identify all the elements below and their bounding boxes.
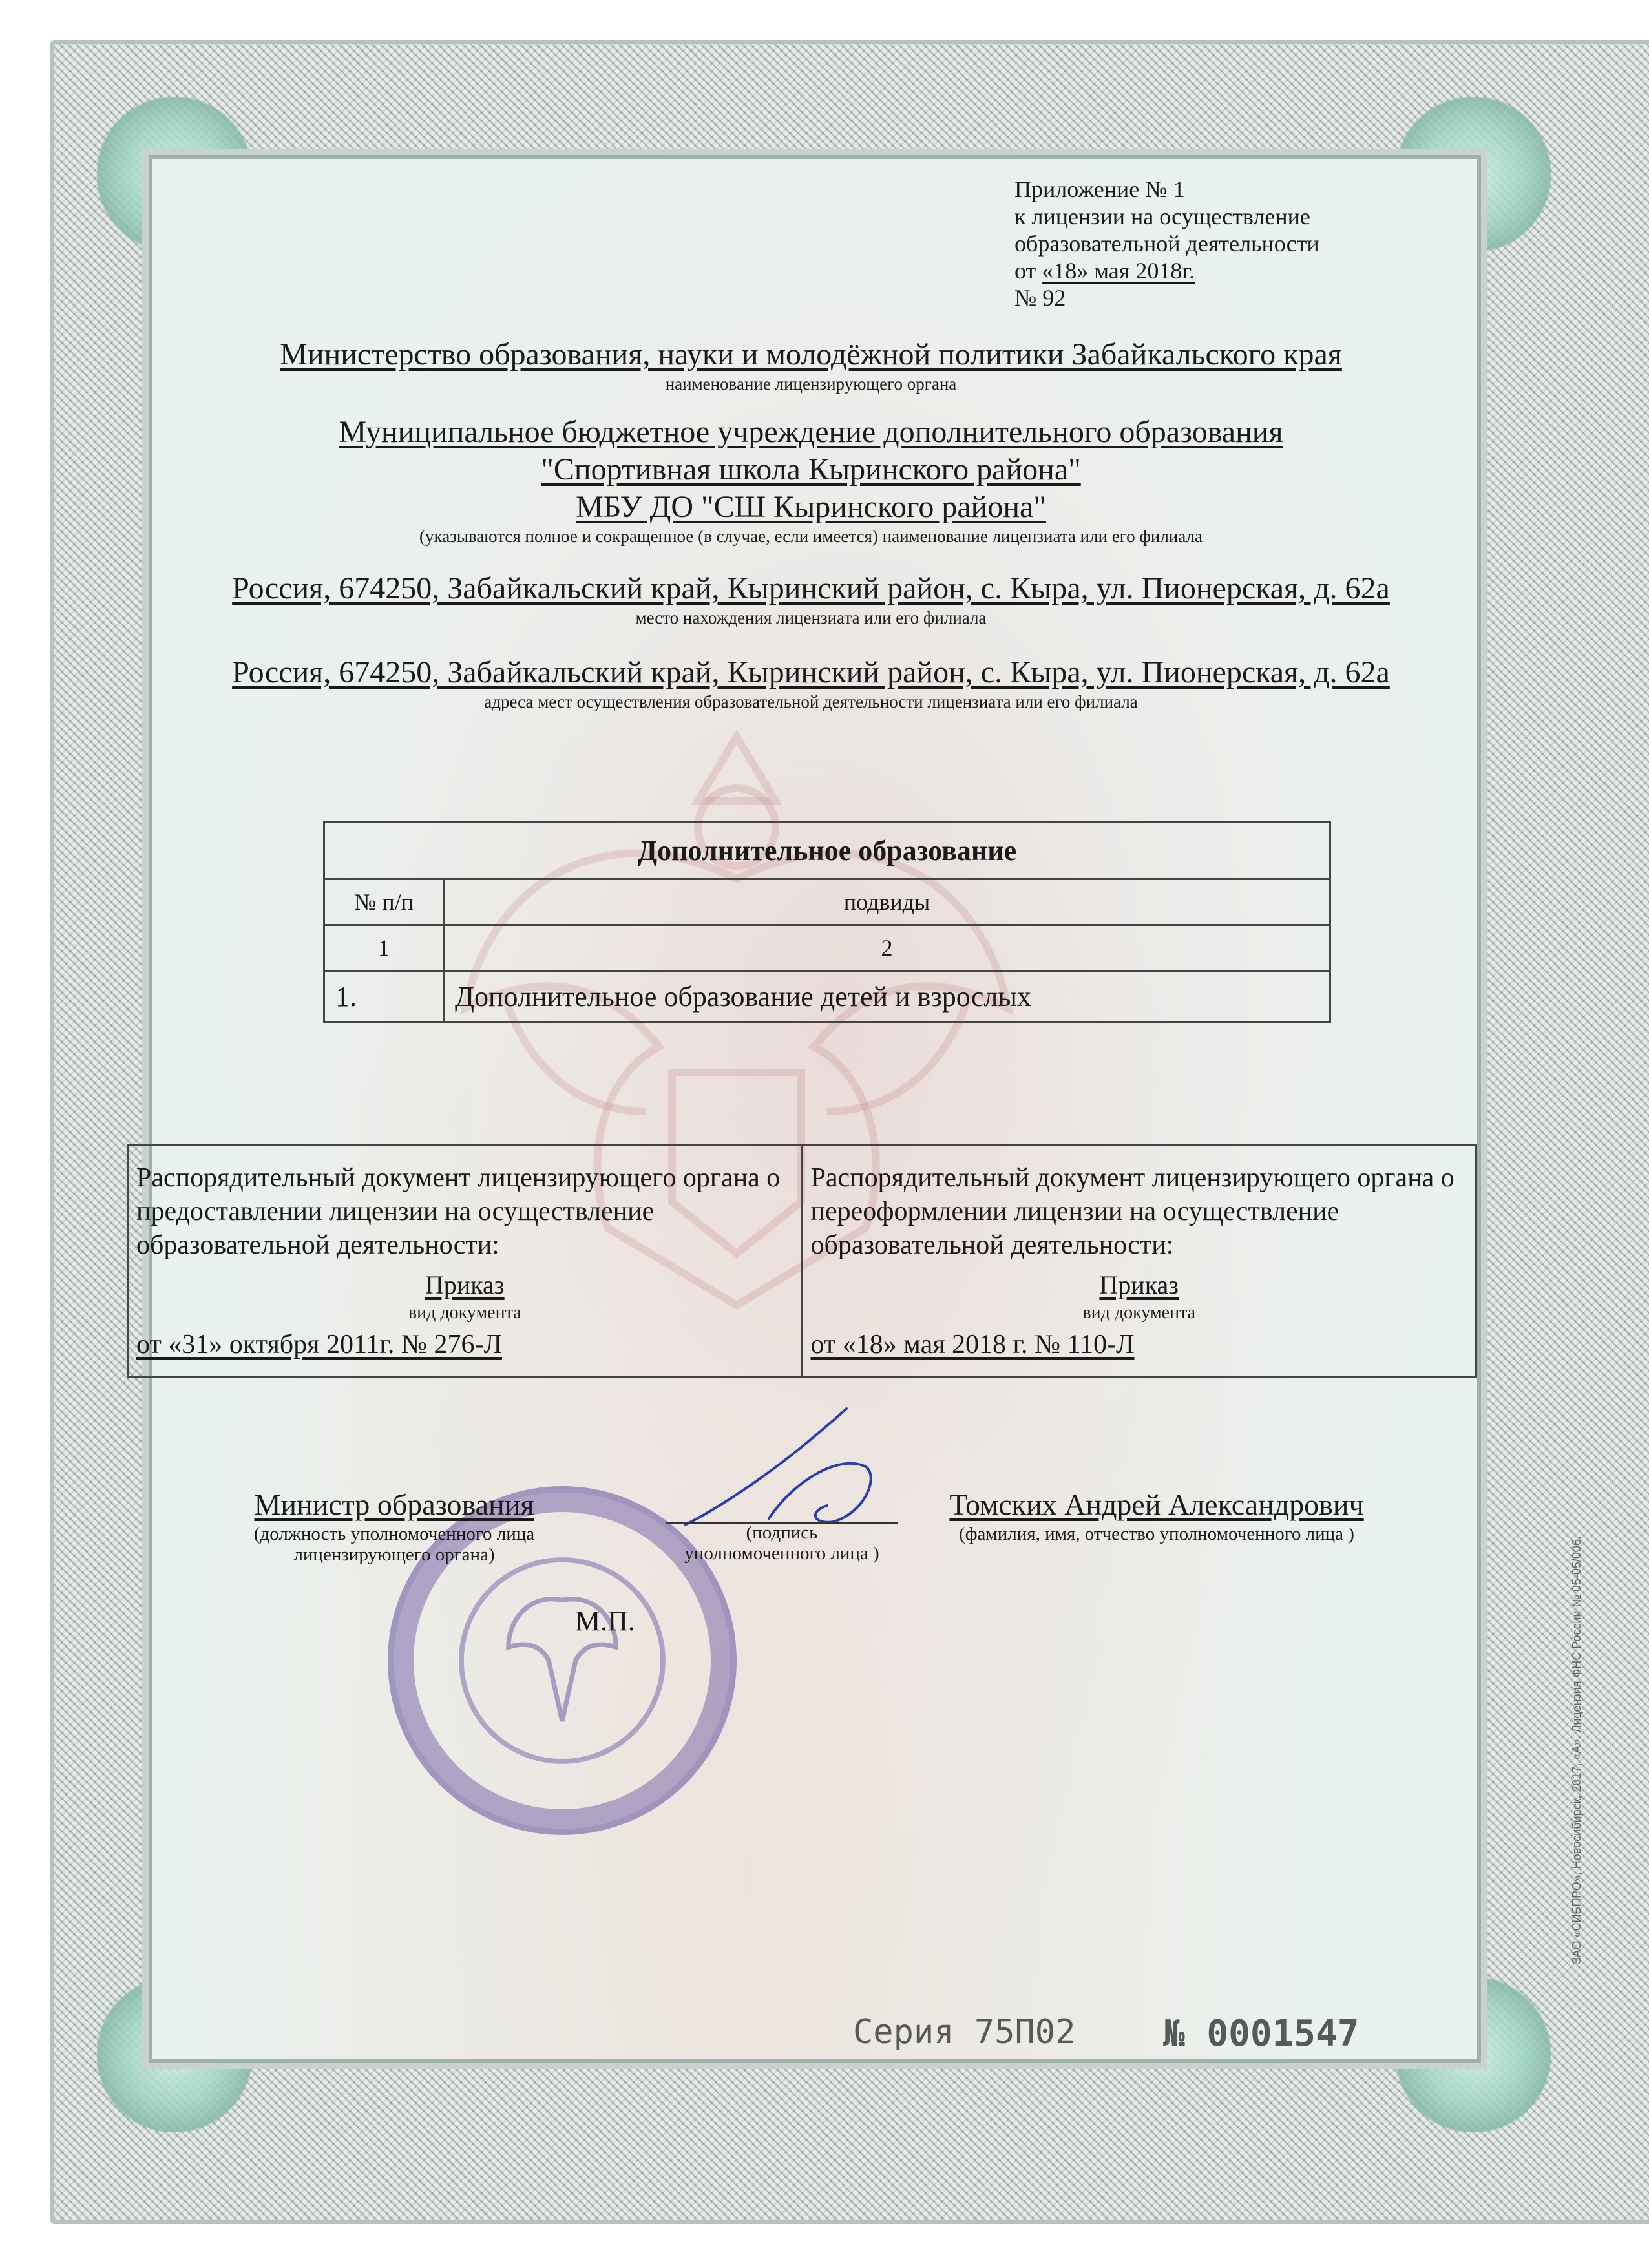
document-reissue-kind-caption: вид документа [1082, 1303, 1196, 1323]
licensee-caption: (указываются полное и сокращенное (в случае, если имеется) наименование лицензиата или его филиала [419, 527, 1203, 546]
appendix-line-2: к лицензии на осуществление [1014, 204, 1310, 229]
table-row [324, 971, 1330, 1022]
appendix-date: «18» мая 2018г. [1042, 258, 1195, 284]
series-label: Серия 75П02 [853, 2013, 1076, 2052]
signer-position: Министр образования [254, 1488, 534, 1521]
appendix-line-4 [1014, 257, 1467, 284]
signer-name-block [905, 1486, 1409, 1544]
document-grant-kind-caption: вид документа [408, 1303, 521, 1323]
row-subtype: Дополнительное образование детей и взрослых [444, 971, 1330, 1022]
handwritten-signature [672, 1402, 918, 1538]
documents-table [127, 1144, 1477, 1378]
col-index-1: 1 [324, 925, 444, 971]
appendix-number: № 92 [1014, 285, 1066, 311]
document-grant-kind: Приказ [425, 1270, 505, 1299]
document-cell-reissue [802, 1145, 1476, 1377]
location-caption: место нахождения лицензиата или его филиала [635, 608, 987, 627]
printer-note: ЗАО «СИБПРО», Новосибирск, 2017, «А». Лицензия ФНС России № 05-05/006. [1570, 1536, 1583, 1964]
appendix-line-1: Приложение № 1 [1014, 176, 1185, 202]
signer-position-caption-1: (должность уполномоченного лица [253, 1524, 535, 1544]
authority-caption: наименование лицензирующего органа [665, 374, 957, 394]
activity-address-block [162, 654, 1460, 712]
signer-position-block [213, 1486, 575, 1565]
document-reissue-ref: от «18» мая 2018 г. № 110-Л [810, 1330, 1135, 1360]
licensee-block [162, 414, 1460, 547]
location-block [162, 570, 1460, 628]
seal-place-label: М.П. [575, 1605, 635, 1637]
signature-caption-2: уполномоченного лица ) [684, 1543, 879, 1564]
signature-caption-1: (подпись [746, 1522, 818, 1543]
col-header-number: № п/п [324, 879, 444, 925]
appendix-date-prefix: от [1014, 258, 1042, 284]
licensee-full-name-1: Муниципальное бюджетное учреждение дополнительного образования [339, 415, 1283, 449]
col-header-subtypes: подвиды [444, 879, 1330, 925]
document-cell-grant [128, 1145, 803, 1377]
licensee-short-name: МБУ ДО "СШ Кыринского района" [576, 490, 1046, 524]
activity-address-caption: адреса мест осуществления образовательной деятельности лицензиата или его филиала [484, 692, 1138, 711]
row-number: 1. [324, 971, 444, 1022]
signer-name: Томских Андрей Александрович [949, 1488, 1364, 1521]
form-number: № 0001547 [1163, 2013, 1360, 2055]
document-reissue-text: Распорядительный документ лицензирующего органа о переоформлении лицензии на осуществление образовательной деятельности: [810, 1163, 1455, 1260]
education-table [323, 821, 1331, 1023]
authority-name: Министерство образования, науки и молодёжной политики Забайкальского края [280, 337, 1342, 372]
education-table-title: Дополнительное образование [324, 822, 1330, 879]
activity-address: Россия, 674250, Забайкальский край, Кыринский район, с. Кыра, ул. Пионерская, д. 62а [232, 655, 1390, 689]
appendix-block [1014, 176, 1467, 311]
appendix-line-3: образовательной деятельности [1014, 231, 1319, 257]
signer-position-caption-2: лицензирующего органа) [293, 1544, 495, 1565]
document-grant-text: Распорядительный документ лицензирующего органа о предоставлении лицензии на осуществление образовательной деятельности: [136, 1163, 781, 1260]
licensee-full-name-2: "Спортивная школа Кыринского района" [541, 452, 1081, 487]
col-index-2: 2 [444, 925, 1330, 971]
signature-caption-block [666, 1522, 898, 1564]
signer-name-caption: (фамилия, имя, отчество уполномоченного лица ) [959, 1524, 1354, 1544]
location-address: Россия, 674250, Забайкальский край, Кыринский район, с. Кыра, ул. Пионерская, д. 62а [232, 571, 1390, 605]
authority-block [162, 336, 1460, 394]
document-grant-ref: от «31» октября 2011г. № 276-Л [136, 1330, 502, 1360]
document-reissue-kind: Приказ [1099, 1270, 1179, 1299]
